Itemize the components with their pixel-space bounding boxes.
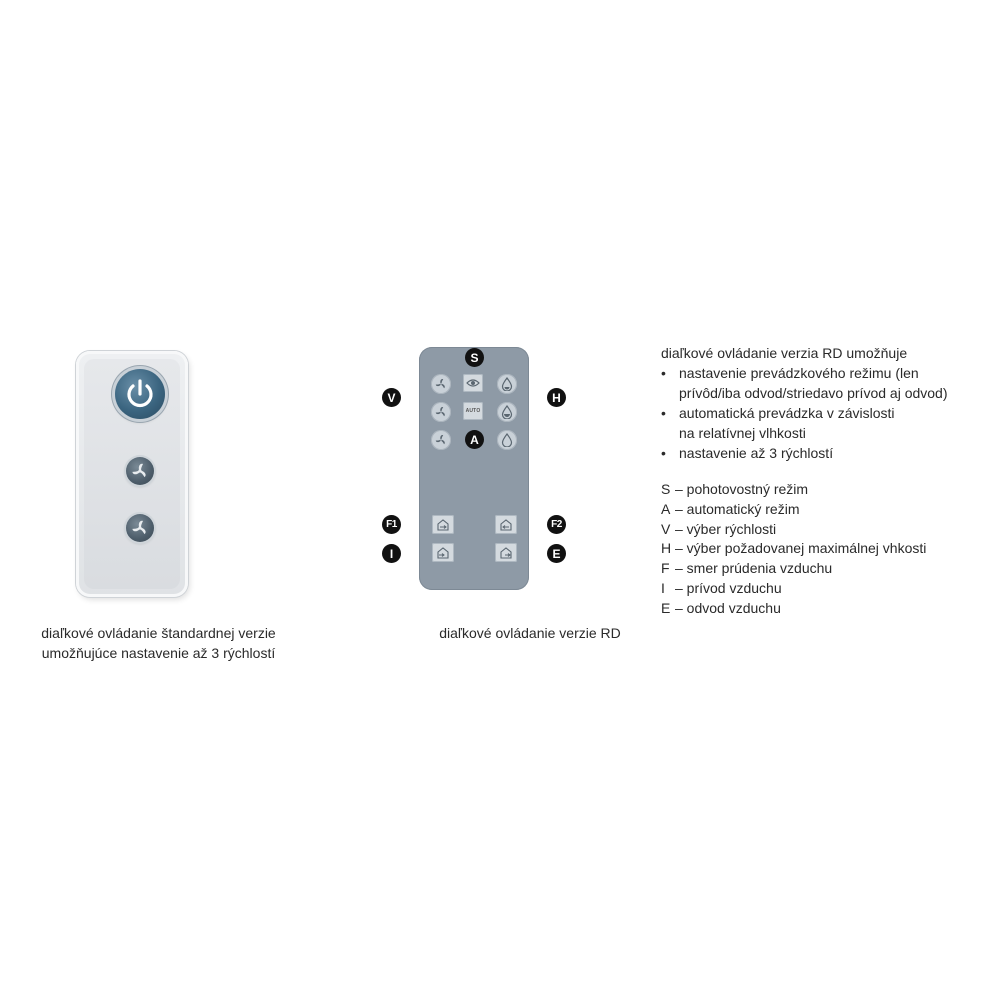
legend-key: H — [661, 540, 672, 557]
fan-icon — [434, 405, 448, 419]
humidity-button-3[interactable] — [497, 430, 517, 450]
marker-h: H — [547, 388, 566, 407]
legend-text: – prívod vzduchu — [675, 579, 782, 596]
legend-row — [661, 500, 926, 520]
legend-row — [661, 579, 926, 599]
legend-text: – automatický režim — [675, 500, 800, 517]
eye-icon — [466, 378, 480, 388]
caption-line: umožňujúce nastavenie až 3 rýchlostí — [41, 645, 276, 661]
marker-a: A — [465, 430, 484, 449]
bullet-text: nastavenie prevádzkového režimu (len — [679, 365, 919, 381]
marker-s: S — [465, 348, 484, 367]
marker-e: E — [547, 544, 566, 563]
legend-key: I — [661, 579, 665, 596]
fan-icon — [126, 514, 154, 542]
house-out-icon — [499, 546, 513, 559]
bullet-text: nastavenie až 3 rýchlostí — [679, 445, 834, 461]
legend-key: A — [661, 500, 671, 517]
legend-text: – pohotovostný režim — [675, 481, 809, 497]
description-bullet — [661, 363, 996, 383]
drop-icon — [501, 377, 513, 391]
flow-direction-button-f2[interactable] — [495, 515, 517, 534]
bullet-text: automatická prevádzka v závislosti — [679, 405, 895, 421]
fan-speed-button-1[interactable] — [126, 457, 154, 485]
legend — [661, 480, 926, 619]
standby-button[interactable] — [463, 374, 483, 392]
marker-v: V — [382, 388, 401, 407]
legend-row — [661, 520, 926, 540]
fan-speed-button-1[interactable] — [431, 374, 451, 394]
marker-f2: F2 — [547, 515, 566, 534]
legend-key: S — [661, 481, 671, 497]
house-arrow-icon — [436, 518, 450, 531]
legend-row — [661, 539, 926, 559]
house-arrow-icon — [499, 518, 513, 531]
fan-speed-button-2[interactable] — [126, 514, 154, 542]
legend-text: – smer prúdenia vzduchu — [675, 560, 833, 577]
legend-text: – výber požadovanej maximálnej vhkosti — [675, 540, 927, 557]
supply-air-button[interactable] — [432, 543, 454, 562]
legend-row — [661, 480, 926, 500]
legend-row — [661, 559, 926, 579]
standard-remote-face — [84, 359, 180, 589]
fan-speed-button-2[interactable] — [431, 402, 451, 422]
auto-button[interactable] — [463, 402, 483, 420]
marker-f1: F1 — [382, 515, 401, 534]
fan-icon — [126, 457, 154, 485]
legend-key: F — [661, 560, 670, 577]
power-button[interactable] — [115, 369, 165, 419]
fan-icon — [434, 433, 448, 447]
standard-remote-caption — [0, 623, 317, 663]
bullet-mark: • — [661, 365, 666, 381]
description-bullet — [661, 443, 996, 463]
standard-remote — [76, 351, 188, 597]
flow-direction-button-f1[interactable] — [432, 515, 454, 534]
legend-key: E — [661, 599, 671, 616]
caption-line: diaľkové ovládanie štandardnej verzie — [41, 625, 276, 641]
house-in-icon — [436, 546, 450, 559]
description-intro: diaľkové ovládanie verzia RD umožňuje — [661, 345, 908, 361]
bullet-mark: • — [661, 445, 666, 461]
drop-icon — [501, 433, 513, 447]
humidity-button-2[interactable] — [497, 402, 517, 422]
legend-key: V — [661, 520, 671, 537]
exhaust-air-button[interactable] — [495, 543, 517, 562]
marker-i: I — [382, 544, 401, 563]
bullet-mark: • — [661, 405, 666, 421]
legend-row — [661, 599, 926, 619]
fan-speed-button-3[interactable] — [431, 430, 451, 450]
drop-icon — [501, 405, 513, 419]
power-icon — [115, 369, 165, 419]
fan-icon — [434, 377, 448, 391]
auto-label: AUTO — [465, 408, 481, 414]
description-bullet — [661, 403, 996, 423]
bullet-continuation: prívôd/iba odvod/striedavo prívod aj odvod) — [679, 385, 948, 401]
rd-description — [661, 343, 996, 463]
rd-remote — [419, 347, 529, 590]
bullet-continuation: na relatívnej vlhkosti — [679, 425, 806, 441]
rd-remote-caption: diaľkové ovládanie verzie RD — [439, 625, 621, 641]
humidity-button-1[interactable] — [497, 374, 517, 394]
legend-text: – odvod vzduchu — [675, 599, 781, 616]
legend-text: – výber rýchlosti — [675, 520, 777, 537]
